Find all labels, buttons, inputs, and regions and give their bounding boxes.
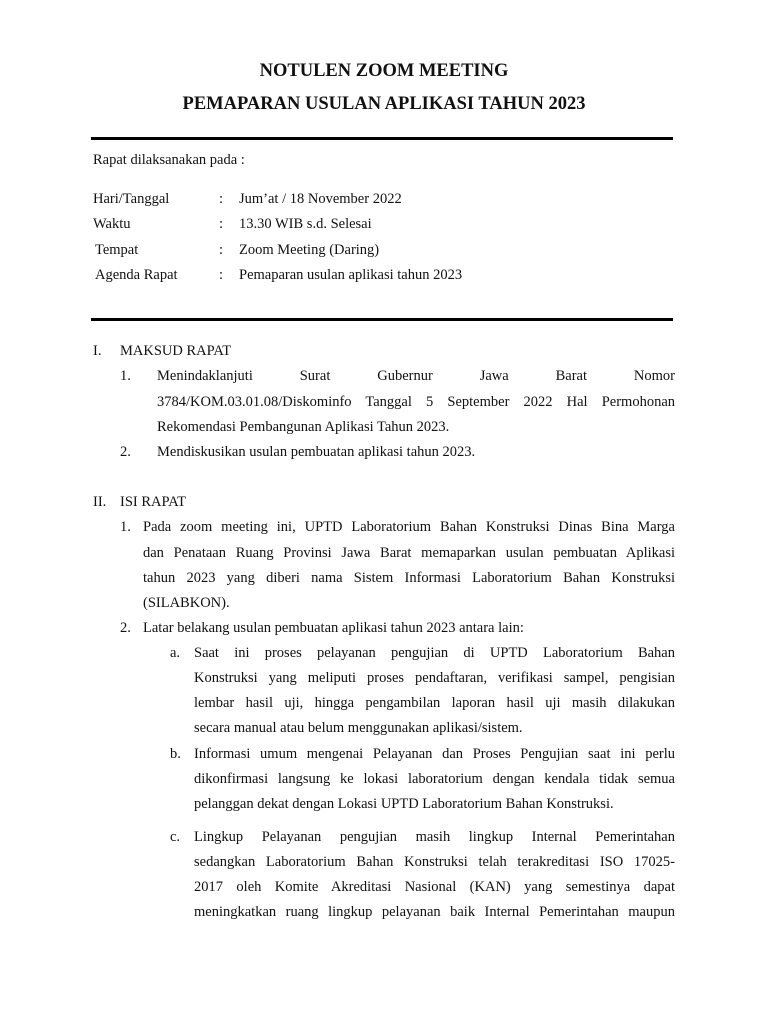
subitem-a-line4: secara manual atau belum menggunakan aplikasi/sistem. (194, 720, 523, 736)
section2-item1-number: 1. (120, 519, 131, 535)
info-value-date: Jum’at / 18 November 2022 (239, 191, 402, 207)
subitem-a-line1: Saat ini proses pelayanan pengujian di UPTD Laboratorium Bahan (194, 645, 675, 661)
section2-item1-line3: tahun 2023 yang diberi nama Sistem Informasi Laboratorium Bahan Konstruksi (143, 570, 675, 586)
section2-heading: ISI RAPAT (120, 494, 186, 510)
info-label-place: Tempat (95, 242, 139, 258)
subitem-c-line4: meningkatkan ruang lingkup pelayanan baik Internal Pemerintahan maupun (194, 904, 675, 920)
section1-item1-line3: Rekomendasi Pembangunan Aplikasi Tahun 2023. (157, 419, 450, 435)
intro-text: Rapat dilaksanakan pada : (93, 152, 245, 168)
section2-item2-number: 2. (120, 620, 131, 636)
info-colon: : (219, 267, 224, 283)
section1-item2-line1: Mendiskusikan usulan pembuatan aplikasi tahun 2023. (157, 444, 476, 460)
subitem-c-line3: 2017 oleh Komite Akreditasi Nasional (KAN) yang semestinya dapat (194, 879, 675, 895)
info-value-place: Zoom Meeting (Daring) (239, 242, 380, 258)
subitem-a-line2: Konstruksi yang meliputi proses pendaftaran, verifikasi sampel, pengisian (194, 670, 675, 686)
subitem-b-letter: b. (170, 746, 181, 762)
info-colon: : (219, 216, 224, 232)
document-subtitle: PEMAPARAN USULAN APLIKASI TAHUN 2023 (182, 94, 586, 114)
section1-heading: MAKSUD RAPAT (120, 343, 232, 359)
info-value-agenda: Pemaparan usulan aplikasi tahun 2023 (239, 267, 463, 283)
subitem-b-line3: pelanggan dekat dengan Lokasi UPTD Laboratorium Bahan Konstruksi. (194, 796, 614, 812)
section1-item1-line1: Menindaklanjuti Surat Gubernur Jawa Barat Nomor (157, 368, 675, 384)
section1-item2-number: 2. (120, 444, 131, 460)
section2-item1-line2: dan Penataan Ruang Provinsi Jawa Barat memaparkan usulan pembuatan Aplikasi (143, 545, 675, 561)
header-divider (91, 137, 673, 140)
subitem-c-line1: Lingkup Pelayanan pengujian masih lingkup Internal Pemerintahan (194, 829, 675, 845)
section2-item1-line4: (SILABKON). (143, 595, 230, 611)
info-divider (91, 318, 673, 321)
info-label-agenda: Agenda Rapat (95, 267, 178, 283)
section1-number: I. (93, 343, 102, 359)
info-label-date: Hari/Tanggal (93, 191, 170, 207)
subitem-b-line1: Informasi umum mengenai Pelayanan dan Proses Pengujian saat ini perlu (194, 746, 675, 762)
info-colon: : (219, 191, 224, 207)
section2-number: II. (93, 494, 107, 510)
section1-item1-line2: 3784/KOM.03.01.08/Diskominfo Tanggal 5 September 2022 Hal Permohonan (157, 394, 675, 410)
info-colon: : (219, 242, 224, 258)
subitem-a-letter: a. (170, 645, 181, 661)
section2-item2-line1: Latar belakang usulan pembuatan aplikasi tahun 2023 antara lain: (143, 620, 524, 636)
info-label-time: Waktu (93, 216, 131, 232)
info-value-time: 13.30 WIB s.d. Selesai (239, 216, 372, 232)
subitem-b-line2: dikonfirmasi langsung ke lokasi laboratorium dengan kendala tidak semua (194, 771, 675, 787)
subitem-a-line3: lembar hasil uji, hingga pengambilan laporan hasil uji masih dilakukan (194, 695, 675, 711)
document-title: NOTULEN ZOOM MEETING (259, 61, 509, 81)
subitem-c-line2: sedangkan Laboratorium Bahan Konstruksi telah terakreditasi ISO 17025- (194, 854, 675, 870)
section2-item1-line1: Pada zoom meeting ini, UPTD Laboratorium Bahan Konstruksi Dinas Bina Marga (143, 519, 675, 535)
section1-item1-number: 1. (120, 368, 131, 384)
subitem-c-letter: c. (170, 829, 181, 845)
